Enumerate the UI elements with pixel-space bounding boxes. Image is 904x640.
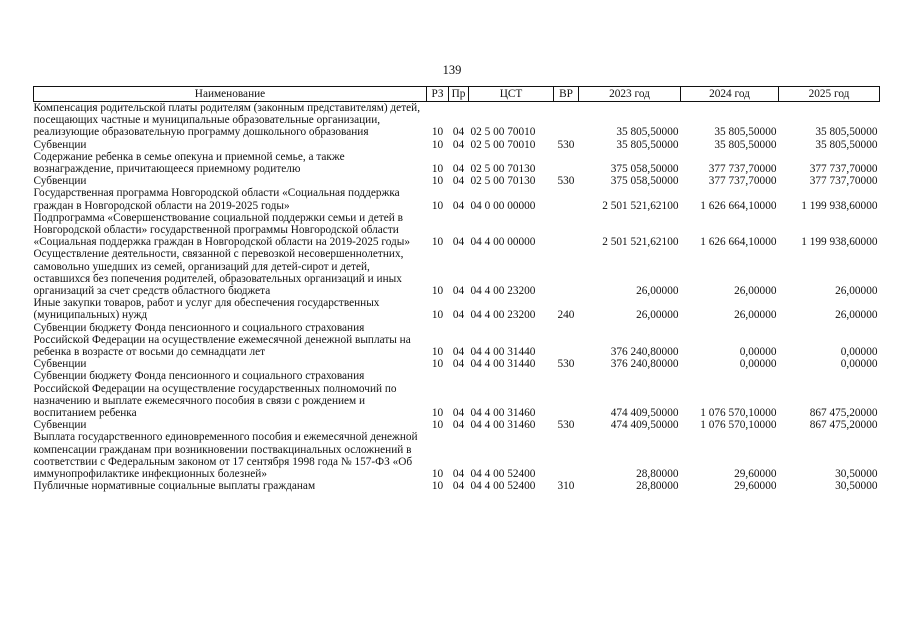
header-pr: Пр: [449, 87, 469, 102]
table-row: [34, 248, 880, 297]
row-pr: 04: [452, 236, 465, 249]
table-row: [34, 175, 880, 187]
row-cst: 02 5 00 70010: [470, 126, 536, 139]
row-2024: 1 076 570,10000: [700, 419, 777, 432]
row-rz: 10: [431, 236, 444, 249]
row-2025: 377 737,70000: [809, 163, 878, 176]
row-cst: 04 4 00 31440: [470, 358, 536, 371]
table-row: [34, 480, 880, 492]
table-body: [34, 102, 880, 493]
row-name: Подпрограмма «Совершенствование социальной поддержки семьи и детей в Новгородской области» государственной программы Новгородской области «Социальная поддержка граждан в Новгородской области на 2019-2025 годы»: [33, 211, 410, 249]
row-2025: 0,00000: [840, 346, 878, 359]
table-row: [34, 370, 880, 419]
header-cst: ЦСТ: [469, 87, 554, 102]
table-row: [34, 431, 880, 480]
header-2023: 2023 год: [579, 87, 681, 102]
row-name: Компенсация родительской платы родителям (законным представителям) детей, посещающих частные и муниципальные образовательные организации, реализующие образовательную программу дошкольного образования: [33, 102, 421, 139]
row-rz: 10: [431, 346, 444, 359]
row-2024: 1 076 570,10000: [700, 407, 777, 420]
header-name: Наименование: [34, 87, 427, 102]
row-rz: 10: [431, 138, 444, 151]
row-pr: 04: [452, 175, 465, 188]
row-pr: 04: [452, 358, 465, 371]
row-name: Субвенции бюджету Фонда пенсионного и социального страхования Российской Федерации на осуществление ежемесячной денежной выплаты на ребенка в возрасте от восьми до семнадцати лет: [33, 321, 411, 359]
table-row: [34, 419, 880, 431]
table-row: [34, 151, 880, 175]
row-vr: [554, 187, 579, 211]
row-rz: 10: [431, 285, 444, 298]
row-2023: 28,80000: [636, 468, 679, 481]
row-vr: 530: [557, 419, 575, 432]
row-vr: 530: [557, 358, 575, 371]
row-2025: 30,50000: [835, 480, 878, 493]
row-vr: 240: [557, 309, 575, 322]
row-name: Содержание ребенка в семье опекуна и приемной семье, а также вознаграждение, причитающееся приемному родителю: [33, 150, 345, 176]
row-vr: [554, 102, 579, 139]
row-name: Субвенции: [33, 358, 87, 371]
row-rz: 10: [431, 199, 444, 212]
row-2024: 377 737,70000: [708, 163, 777, 176]
row-pr: 04: [452, 126, 465, 139]
row-pr: 04: [452, 138, 465, 151]
row-2023: 35 805,50000: [616, 126, 679, 139]
row-rz: 10: [431, 163, 444, 176]
row-vr: 530: [557, 175, 575, 188]
row-name: Публичные нормативные социальные выплаты гражданам: [33, 480, 316, 493]
row-2024: 35 805,50000: [714, 126, 777, 139]
row-2023: 376 240,80000: [610, 358, 679, 371]
row-2023: 375 058,50000: [610, 163, 679, 176]
table-row: [34, 102, 880, 139]
row-2025: 0,00000: [840, 358, 878, 371]
row-2023: 2 501 521,62100: [602, 199, 679, 212]
table-row: [34, 358, 880, 370]
row-vr: [554, 431, 579, 480]
budget-table: [33, 86, 880, 493]
row-name: Государственная программа Новгородской области «Социальная поддержка граждан в Новгородской области на 2019-2025 годы»: [33, 187, 400, 212]
row-2025: 1 199 938,60000: [801, 199, 878, 212]
row-2025: 35 805,50000: [815, 138, 878, 151]
row-2024: 35 805,50000: [714, 138, 777, 151]
table-row: [34, 139, 880, 151]
row-cst: 02 5 00 70130: [470, 163, 536, 176]
row-cst: 04 4 00 31440: [470, 346, 536, 359]
row-pr: 04: [452, 419, 465, 432]
row-cst: 04 4 00 31460: [470, 407, 536, 420]
row-2025: 867 475,20000: [809, 407, 878, 420]
row-rz: 10: [431, 419, 444, 432]
row-vr: 310: [557, 480, 575, 493]
row-2025: 26,00000: [835, 285, 878, 298]
row-cst: 02 5 00 70130: [470, 175, 536, 188]
row-pr: 04: [452, 163, 465, 176]
table-row: [34, 212, 880, 249]
row-cst: 04 0 00 00000: [470, 199, 536, 212]
row-name: Осуществление деятельности, связанной с перевозкой несовершеннолетних, самовольно ушедших из семей, организаций для детей-сирот и детей, оставшихся без попечения родителей, образовательных организаций и иных организаций за счет средств областного бюджета: [33, 248, 404, 298]
row-2025: 26,00000: [835, 309, 878, 322]
row-2025: 867 475,20000: [809, 419, 878, 432]
table-row: [34, 297, 880, 321]
table-header-row: [34, 87, 880, 102]
header-2025: 2025 год: [779, 87, 880, 102]
row-2024: 26,00000: [734, 285, 777, 298]
row-2023: 35 805,50000: [616, 138, 679, 151]
row-2024: 1 626 664,10000: [700, 199, 777, 212]
row-2024: 0,00000: [739, 358, 777, 371]
row-name: Субвенции: [33, 175, 87, 188]
row-name: Субвенции: [33, 419, 87, 432]
row-vr: [554, 212, 579, 249]
page-number: 139: [442, 63, 462, 77]
row-2023: 474 409,50000: [610, 419, 679, 432]
row-pr: 04: [452, 480, 465, 493]
row-2025: 30,50000: [835, 468, 878, 481]
row-cst: 04 4 00 52400: [470, 480, 536, 493]
row-2024: 29,60000: [734, 480, 777, 493]
row-name: Субвенции: [33, 138, 87, 151]
row-pr: 04: [452, 407, 465, 420]
row-rz: 10: [431, 468, 444, 481]
header-rz: РЗ: [427, 87, 449, 102]
row-cst: 04 4 00 23200: [470, 285, 536, 298]
row-vr: [554, 322, 579, 359]
row-2023: 375 058,50000: [610, 175, 679, 188]
row-2023: 474 409,50000: [610, 407, 679, 420]
row-2023: 376 240,80000: [610, 346, 679, 359]
header-vr: ВР: [554, 87, 579, 102]
row-pr: 04: [452, 468, 465, 481]
row-2024: 26,00000: [734, 309, 777, 322]
row-2025: 35 805,50000: [815, 126, 878, 139]
row-rz: 10: [431, 175, 444, 188]
row-vr: 530: [557, 138, 575, 151]
row-cst: 04 4 00 31460: [470, 419, 536, 432]
row-cst: 04 4 00 23200: [470, 309, 536, 322]
row-rz: 10: [431, 358, 444, 371]
row-2024: 377 737,70000: [708, 175, 777, 188]
row-cst: 02 5 00 70010: [470, 138, 536, 151]
row-2023: 26,00000: [636, 309, 679, 322]
row-2024: 1 626 664,10000: [700, 236, 777, 249]
row-2024: 0,00000: [739, 346, 777, 359]
row-rz: 10: [431, 126, 444, 139]
row-name: Выплата государственного единовременного пособия и ежемесячной денежной компенсации гражданам при возникновении поствакцинальных осложнений в соответствии с Федеральным законом от 17 сентября 1998 года № 157-ФЗ «Об иммунопрофилактике инфекционных болезней»: [33, 431, 418, 481]
row-pr: 04: [452, 199, 465, 212]
table-row: [34, 187, 880, 211]
row-rz: 10: [431, 407, 444, 420]
row-2023: 26,00000: [636, 285, 679, 298]
row-name: Иные закупки товаров, работ и услуг для обеспечения государственных (муниципальных) нужд: [33, 297, 380, 322]
row-cst: 04 4 00 00000: [470, 236, 536, 249]
row-cst: 04 4 00 52400: [470, 468, 536, 481]
row-rz: 10: [431, 309, 444, 322]
row-vr: [554, 248, 579, 297]
row-vr: [554, 151, 579, 175]
row-2024: 29,60000: [734, 468, 777, 481]
row-2025: 1 199 938,60000: [801, 236, 878, 249]
row-pr: 04: [452, 309, 465, 322]
row-vr: [554, 370, 579, 419]
row-pr: 04: [452, 346, 465, 359]
row-2023: 2 501 521,62100: [602, 236, 679, 249]
row-2025: 377 737,70000: [809, 175, 878, 188]
table-row: [34, 322, 880, 359]
header-2024: 2024 год: [681, 87, 779, 102]
row-pr: 04: [452, 285, 465, 298]
row-rz: 10: [431, 480, 444, 493]
row-name: Субвенции бюджету Фонда пенсионного и социального страхования Российской Федерации на осуществление государственных полномочий по назначению и выплате ежемесячного пособия в связи с рождением и воспитанием ребенка: [33, 370, 397, 420]
row-2023: 28,80000: [636, 480, 679, 493]
